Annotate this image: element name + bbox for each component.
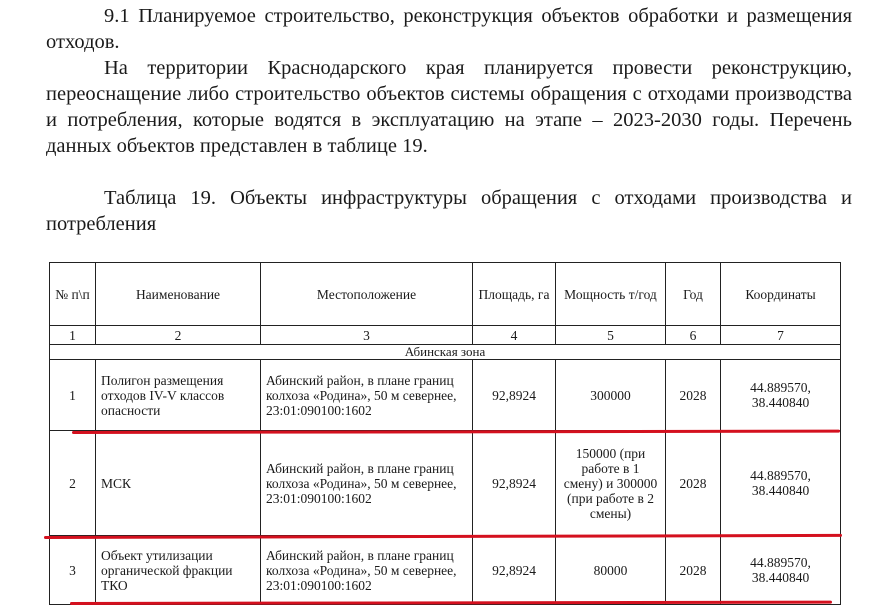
column-number: 4 [473,326,556,345]
column-number: 7 [721,326,841,345]
column-number: 5 [556,326,666,345]
row-year: 2028 [666,360,721,431]
row-coordinates: 44.889570, 38.440840 [721,360,841,431]
header-coordinates: Координаты [721,263,841,326]
column-number-row [50,326,841,345]
header-location: Местоположение [261,263,473,326]
table-row [50,360,841,431]
table-header-row [50,263,841,326]
column-number: 3 [261,326,473,345]
row-number: 3 [50,536,96,605]
table-row [50,536,841,605]
row-name: Объект утилизации органической фракции ТКО [96,536,261,605]
row-area: 92,8924 [473,536,556,605]
row-number: 2 [50,431,96,536]
row-location: Абинский район, в плане границ колхоза «Родина», 50 м севернее, 23:01:090100:1602 [261,431,473,536]
row-year: 2028 [666,536,721,605]
zone-row [50,345,841,360]
header-name: Наименование [96,263,261,326]
row-coordinates: 44.889570, 38.440840 [721,536,841,605]
zone-label: Абинская зона [50,345,841,360]
row-area: 92,8924 [473,431,556,536]
header-number: № п\п [50,263,96,326]
row-capacity: 150000 (при работе в 1 смену) и 300000 (при работе в 2 смены) [556,431,666,536]
row-area: 92,8924 [473,360,556,431]
row-location: Абинский район, в плане границ колхоза «Родина», 50 м севернее, 23:01:090100:1602 [261,360,473,431]
row-coordinates: 44.889570, 38.440840 [721,431,841,536]
row-name: Полигон размещения отходов IV-V классов опасности [96,360,261,431]
table-row [50,431,841,536]
section-paragraph: На территории Краснодарского края планируется провести реконструкцию, переоснащение либо строительство объектов системы обращения с отходами производства и потребления, которые водятся в эксплуатацию на этапе – 2023-2030 годы. Перечень данных объектов представлен в таблице 19. [46,57,852,157]
row-capacity: 80000 [556,536,666,605]
section-heading: 9.1 Планируемое строительство, реконструкция объектов обработки и размещения отходов. [46,5,852,53]
column-number: 6 [666,326,721,345]
row-year: 2028 [666,431,721,536]
row-location: Абинский район, в плане границ колхоза «Родина», 50 м севернее, 23:01:090100:1602 [261,536,473,605]
row-capacity: 300000 [556,360,666,431]
column-number: 2 [96,326,261,345]
header-year: Год [666,263,721,326]
header-capacity: Мощность т/год [556,263,666,326]
column-number: 1 [50,326,96,345]
row-name: МСК [96,431,261,536]
row-number: 1 [50,360,96,431]
header-area: Площадь, га [473,263,556,326]
table-caption: Таблица 19. Объекты инфраструктуры обращения с отходами производства и потребления [46,187,852,235]
